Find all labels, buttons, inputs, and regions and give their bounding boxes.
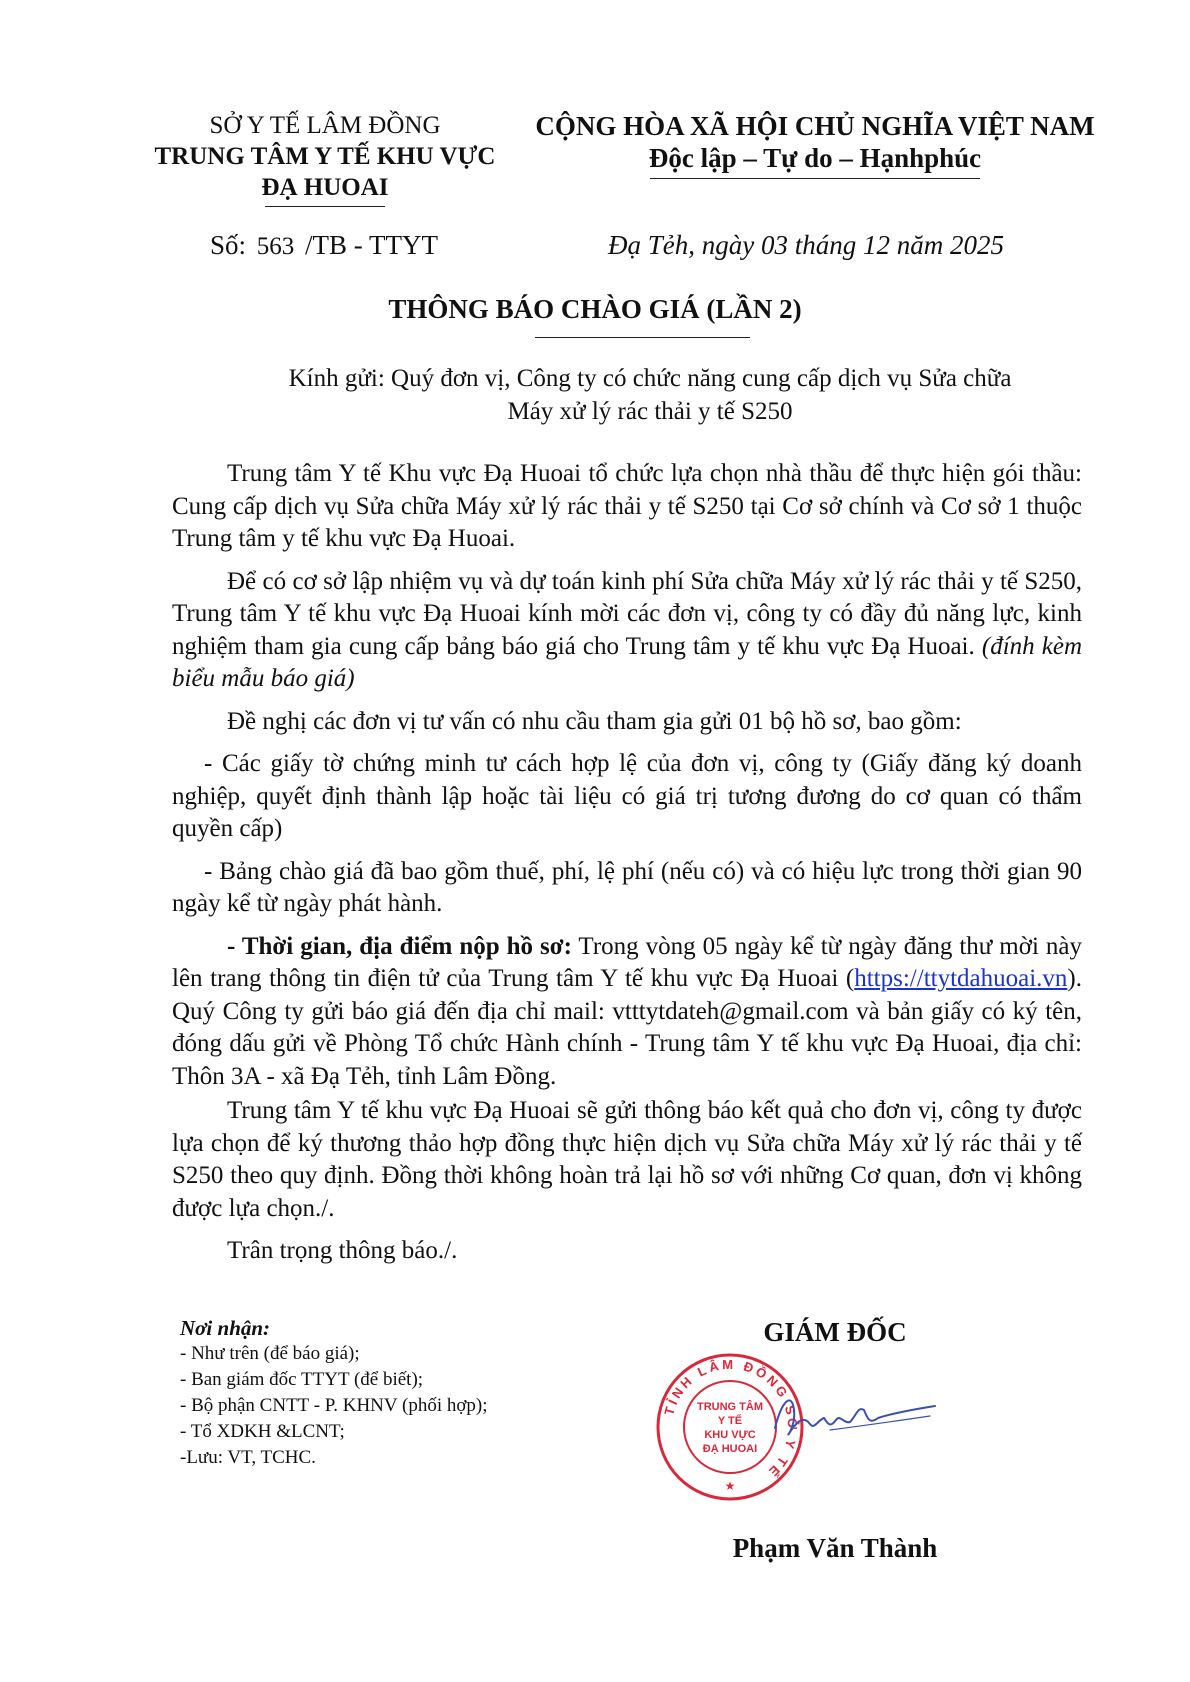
submission-text-2: ). Quý Công ty gửi báo giá đến địa chỉ mail: vtttytdateh@gmail.com và bản giấy có ký tên, đóng dấu gửi về Phòng Tổ chức Hành chính - Trung tâm Y tế khu vực Đạ Huoai, địa chỉ: Thôn 3A - xã Đạ Tẻh, tỉnh Lâm Đồng.: [172, 965, 1082, 1090]
document-title: THÔNG BÁO CHÀO GIÁ (LẦN 2): [388, 294, 802, 324]
stamp-star-icon: ★: [724, 1479, 736, 1493]
requirement-item-1: - Các giấy tờ chứng minh tư cách hợp lệ của đơn vị, công ty (Giấy đăng ký doanh nghiệp, quyết định thành lập hoặc tài liệu có giá trị tương đương do cơ quan có thẩm quyền cấp): [172, 750, 1082, 842]
agency-underline: [265, 206, 385, 207]
addressee-line2: Máy xử lý rác thải y tế S250: [507, 398, 793, 425]
paragraph-intro: Trung tâm Y tế Khu vực Đạ Huoai tổ chức lựa chọn nhà thầu để thực hiện gói thầu: Cung cấp dịch vụ Sửa chữa Máy xử lý rác thải y tế S250 tại Cơ sở chính và Cơ sở 1 thuộc Trung tâm y tế khu vực Đạ Huoai.: [172, 460, 1082, 552]
paragraph-result: Trung tâm Y tế khu vực Đạ Huoai sẽ gửi thông báo kết quả cho đơn vị, công ty được lựa chọn để ký thương thảo hợp đồng thực hiện dịch vụ Sửa chữa Máy xử lý rác thải y tế S250 theo quy định. Đồng thời không hoàn trả lại hồ sơ với những Cơ quan, đơn vị không được lựa chọn./.: [172, 1097, 1082, 1222]
document-number: [210, 230, 438, 261]
submission-text-1: Trong vòng 05 ngày kể từ ngày đăng thư mời này lên trang thông tin điện tử của Trung tâm Y tế khu vực Đạ Huoai (: [172, 932, 1082, 992]
motto-underline: [650, 178, 980, 179]
document-body: [172, 458, 1082, 1278]
stamp-line-1: TRUNG TÂM: [697, 1401, 763, 1413]
requirement-item-2: - Bảng chào giá đã bao gồm thuế, phí, lệ phí (nếu có) và có hiệu lực trong thời gian 90 ngày kể từ ngày phát hành.: [172, 857, 1082, 917]
agency-name-line2: ĐẠ HUOAI: [261, 174, 389, 201]
signer-title: GIÁM ĐỐC: [763, 1317, 907, 1347]
stamp-line-2: Y TẾ: [717, 1415, 743, 1427]
agency-header: [145, 110, 505, 207]
stamp-ring-text: TỈNH LÂM ĐỒNG SỞ Y TẾ: [661, 1356, 801, 1482]
invitation-text: Để có cơ sở lập nhiệm vụ và dự toán kinh phí Sửa chữa Máy xử lý rác thải y tế S250, Trung tâm Y tế khu vực Đạ Huoai kính mời các đơn vị, công ty có đầy đủ năng lực, kinh nghiệm tham gia cung cấp bảng báo giá cho Trung tâm y tế khu vực Đạ Huoai.: [172, 567, 1082, 660]
paragraph-submission: [172, 931, 1082, 1094]
attachment-note: (đính kèm biểu mẫu báo giá): [172, 632, 1082, 692]
stamp-line-3: KHU VỰC: [704, 1429, 756, 1441]
handwritten-signature: [770, 1380, 940, 1460]
submission-label: - Thời gian, địa điểm nộp hồ sơ:: [227, 932, 572, 960]
website-link[interactable]: https://ttytdahuoai.vn: [854, 965, 1068, 992]
doc-number-value: 563: [256, 233, 295, 260]
recipient-item: - Ban giám đốc TTYT (để biết);: [180, 1369, 424, 1390]
title-underline: [535, 337, 750, 338]
recipient-item: - Như trên (để báo giá);: [180, 1343, 360, 1364]
recipients-heading: Nơi nhận:: [180, 1316, 271, 1340]
addressee: [200, 362, 1100, 428]
agency-name-line1: TRUNG TÂM Y TẾ KHU VỰC: [154, 143, 496, 170]
addressee-line1: Kính gửi: Quý đơn vị, Công ty có chức năng cung cấp dịch vụ Sửa chữa: [288, 365, 1012, 392]
recipients-list: [180, 1315, 488, 1471]
parent-agency: SỞ Y TẾ LÂM ĐỒNG: [209, 112, 441, 139]
national-header: [525, 110, 1105, 179]
recipient-item: -Lưu: VT, TCHC.: [180, 1447, 316, 1468]
national-motto: Độc lập – Tự do – Hạnhphúc: [648, 143, 982, 173]
date-line: Đạ Tẻh, ngày 03 tháng 12 năm 2025: [608, 230, 1004, 260]
stamp-line-4: ĐẠ HUOAI: [702, 1443, 758, 1455]
recipient-item: - Tổ XDKH &LCNT;: [180, 1421, 345, 1442]
closing-line: Trân trọng thông báo./.: [227, 1237, 458, 1264]
signer-name: Phạm Văn Thành: [732, 1533, 938, 1563]
nation-name: CỘNG HÒA XÃ HỘI CHỦ NGHĨA VIỆT NAM: [535, 111, 1095, 141]
paragraph-invitation: [172, 566, 1082, 696]
paragraph-request: Đề nghị các đơn vị tư vấn có nhu cầu tham gia gửi 01 bộ hồ sơ, bao gồm:: [227, 707, 962, 735]
doc-number-suffix: /TB - TTYT: [305, 230, 439, 260]
recipient-item: - Bộ phận CNTT - P. KHNV (phối hợp);: [180, 1395, 488, 1416]
doc-number-prefix: Số:: [210, 230, 247, 260]
